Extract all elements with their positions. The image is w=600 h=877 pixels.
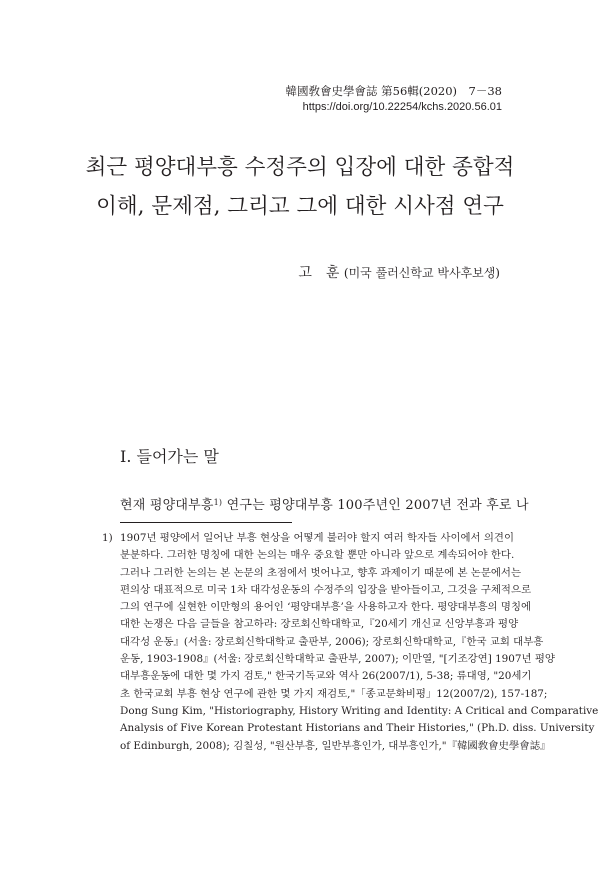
body-text-end: 연구는 평양대부흥 100주년인 2007년 전과 후로 나 xyxy=(222,498,529,513)
footnote-line-text: 1907년 평양에서 일어난 부흥 현상을 어떻게 불러야 할지 여러 학자들 사이에서 의견이 xyxy=(120,532,515,544)
footnote-line-text: 대각성 운동』(서울: 장로회신학대학교 출판부, 2006); 장로회신학대학교,『한국 교회 대부흥 xyxy=(120,635,544,648)
footnote-line xyxy=(102,668,532,685)
body-text-start: 현재 평양대부흥 xyxy=(120,498,214,513)
footnote-line xyxy=(102,651,555,668)
footnote-line-text: Dong Sung Kim, "Historiography, History Writing and Identity: A Critical and Comparative xyxy=(120,704,599,717)
footnote-line xyxy=(102,686,548,703)
footnote-line-text: Analysis of Five Korean Protestant Historians and Their Histories," (Ph.D. diss. University xyxy=(120,722,595,735)
footnote-line-text: 운동, 1903-1908』(서울: 장로회신학대학교 출판부, 2007); 이만열, "[기조강연] 1907년 평양 xyxy=(120,653,555,666)
footnote-line xyxy=(102,565,521,582)
footnote-line xyxy=(102,582,532,599)
footnote-line-text: 분분하다. 그러한 명칭에 대한 논의는 매우 중요할 뿐만 아니라 앞으로 계속되어야 한다. xyxy=(120,549,515,562)
doi-link[interactable]: https://doi.org/10.22254/kchs.2020.56.01 xyxy=(302,101,502,113)
section-heading: I. 들어가는 말 xyxy=(120,447,219,466)
footnote-line xyxy=(102,530,515,547)
footnote-line xyxy=(102,720,595,737)
footnote-line-text: 편의상 대표적으로 미국 1차 대각성운동의 수정주의 입장을 받아들이고, 그것을 구체적으로 xyxy=(120,583,532,596)
footnote-line xyxy=(102,738,551,755)
title-line-1: 최근 평양대부흥 수정주의 입장에 대한 종합적 xyxy=(85,155,515,180)
footnote-line xyxy=(102,547,515,564)
footnote-line xyxy=(102,616,519,633)
footnote-line xyxy=(102,634,544,651)
journal-citation: 韓國敎會史學會誌 第56輯(2020) 7－38 xyxy=(285,84,502,98)
footnote-line-text: 대한 논쟁은 다음 글들을 참고하라: 장로회신학대학교,『20세기 개신교 신앙부흥과 평양 xyxy=(120,618,519,631)
footnote-reference[interactable]: 1) xyxy=(213,498,223,507)
footnote-line xyxy=(102,703,599,720)
footnote-line xyxy=(102,599,532,616)
footnote xyxy=(102,530,599,755)
paper-title xyxy=(0,148,600,226)
footnote-line-text: 대부흥운동에 대한 몇 가지 검토," 한국기독교와 역사 26(2007/1), 5-38; 류대영, "20세기 xyxy=(120,670,532,683)
footnote-separator xyxy=(120,522,292,523)
footnote-line-text: 그러나 그러한 논의는 본 논문의 초점에서 벗어나고, 향후 과제이기 때문에 본 논문에서는 xyxy=(120,566,521,579)
footnote-line-text: 초 한국교회 부흥 현상 연구에 관한 몇 가지 재검토,"「종교문화비평」12(2007/2), 157-187; xyxy=(120,687,548,700)
running-header xyxy=(286,82,502,114)
footnote-line-text: of Edinburgh, 2008); 김칠성, "원산부흥, 일반부흥인가, 대부흥인가,"『韓國敎會史學會誌』 xyxy=(120,739,551,752)
body-paragraph xyxy=(120,494,529,513)
footnote-line-text: 그의 연구에 실현한 이만형의 용어인 ‘평양대부흥’을 사용하고자 한다. 평양대부흥의 명칭에 xyxy=(120,601,532,614)
author-name: 고 훈 xyxy=(298,265,340,281)
footnote-number: 1) xyxy=(102,532,113,544)
author-block xyxy=(298,262,500,282)
title-line-2: 이해, 문제점, 그리고 그에 대한 시사점 연구 xyxy=(96,194,504,219)
author-affiliation: (미국 풀러신학교 박사후보생) xyxy=(343,266,500,280)
